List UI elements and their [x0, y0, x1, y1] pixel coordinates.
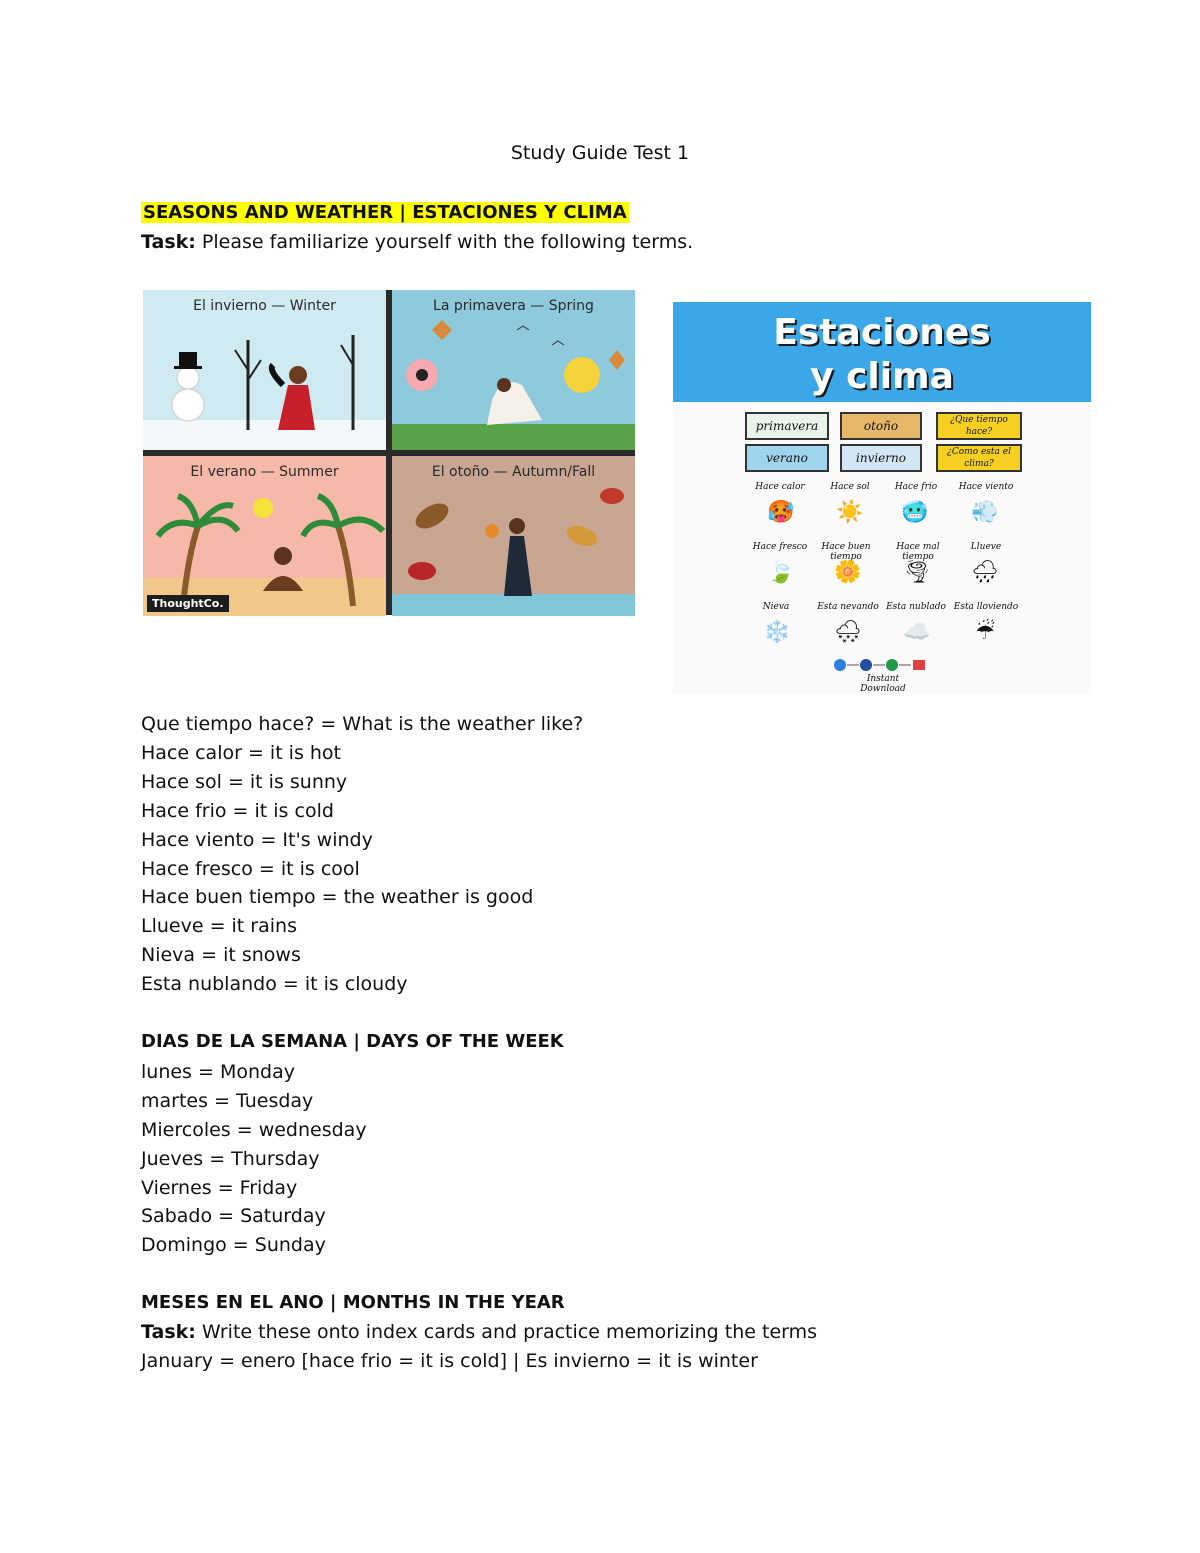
thoughtco-logo: ThoughtCo. [147, 595, 229, 612]
sun-icon: ☀️ [836, 500, 864, 525]
term-line: Hace calor = it is hot [141, 742, 342, 764]
poster-footer: Instant Download [860, 674, 906, 694]
caption-hace-viento: Hace viento [958, 482, 1014, 492]
day-line: Jueves = Thursday [141, 1148, 320, 1170]
day-line: Domingo = Sunday [141, 1234, 326, 1256]
snowing-tree-icon: 🌨 [834, 620, 862, 645]
task-text: Write these onto index cards and practice memorizing the terms [195, 1321, 818, 1343]
task-line-months [141, 1320, 817, 1344]
day-line: lunes = Monday [141, 1061, 295, 1083]
winter-label: El invierno — Winter [193, 298, 336, 314]
summer-panel [143, 456, 386, 616]
chip-otono: otoño [840, 412, 922, 440]
caption-esta-nevando: Esta nevando [817, 602, 879, 612]
caption-hace-sol: Hace sol [830, 482, 870, 492]
caption-hace-mal-tiempo: Hace mal tiempo [896, 542, 940, 562]
day-line: Miercoles = wednesday [141, 1119, 367, 1141]
cool-weather-icon: 🍃 [767, 560, 795, 585]
wind-icon: 💨 [971, 500, 999, 525]
task-line-seasons [141, 230, 693, 254]
clouds-icon: ☁️ [903, 620, 931, 645]
chip-que-tiempo-hace: ¿Que tiempo hace? [936, 412, 1022, 440]
caption-hace-frio: Hace frio [894, 482, 938, 492]
download-steps-icon [833, 658, 933, 672]
cold-person-icon: 🥶 [901, 500, 929, 525]
caption-hace-buen-tiempo: Hace buen tiempo [821, 542, 871, 562]
caption-nieva: Nieva [762, 602, 790, 612]
chip-como-esta-el-clima: ¿Como esta el clima? [936, 444, 1022, 472]
seasons-illustration [143, 290, 635, 615]
term-line: Hace buen tiempo = the weather is good [141, 886, 534, 908]
winter-panel [143, 290, 386, 450]
caption-esta-lloviendo: Esta lloviendo [953, 602, 1019, 612]
page-title: Study Guide Test 1 [510, 142, 690, 164]
month-line: January = enero [hace frio = it is cold] | Es invierno = it is winter [141, 1350, 758, 1372]
day-line: martes = Tuesday [141, 1090, 314, 1112]
chip-primavera: primavera [745, 412, 829, 440]
snowflakes-icon: ❄️ [763, 620, 791, 645]
term-line: Hace sol = it is sunny [141, 771, 348, 793]
section-heading-seasons [141, 200, 629, 225]
highlighted-heading: SEASONS AND WEATHER | ESTACIONES Y CLIMA [143, 202, 627, 223]
term-line: Hace frio = it is cold [141, 800, 334, 822]
spring-label: La primavera — Spring [433, 298, 594, 314]
section-heading-months: MESES EN EL ANO | MONTHS IN THE YEAR [141, 1292, 565, 1313]
estaciones-y-clima-poster [673, 302, 1091, 694]
day-line: Viernes = Friday [141, 1177, 298, 1199]
section-heading-days: DIAS DE LA SEMANA | DAYS OF THE WEEK [141, 1031, 564, 1052]
term-line: Hace fresco = it is cool [141, 858, 360, 880]
chip-invierno: invierno [840, 444, 922, 472]
caption-llueve: Llueve [970, 542, 1002, 552]
bad-weather-icon: 🌪 [903, 560, 931, 585]
caption-esta-nublado: Esta nublado [886, 602, 946, 612]
term-line: Que tiempo hace? = What is the weather like? [141, 713, 584, 735]
caption-hace-fresco: Hace fresco [752, 542, 808, 552]
spring-panel [392, 290, 635, 450]
raining-person-icon: ☔ [975, 620, 995, 645]
autumn-label: El otoño — Autumn/Fall [431, 464, 596, 480]
term-line: Esta nublando = it is cloudy [141, 973, 408, 995]
poster-header [673, 302, 1091, 402]
task-text: Please familiarize yourself with the following terms. [195, 231, 694, 253]
flowers-icon: 🌼 [834, 560, 862, 585]
poster-title-line1: Estaciones [773, 312, 991, 353]
chip-verano: verano [745, 444, 829, 472]
rain-cloud-icon: 🌧 [971, 560, 999, 585]
term-line: Llueve = it rains [141, 915, 297, 937]
task-label: Task: [141, 1321, 196, 1343]
summer-label: El verano — Summer [190, 464, 339, 480]
caption-hace-calor: Hace calor [755, 482, 805, 492]
poster-title-line2: y clima [810, 356, 954, 397]
task-label: Task: [141, 231, 196, 253]
autumn-panel [392, 456, 635, 616]
term-line: Hace viento = It's windy [141, 829, 373, 851]
hot-weather-icon: 🥵 [767, 500, 795, 525]
day-line: Sabado = Saturday [141, 1205, 326, 1227]
term-line: Nieva = it snows [141, 944, 301, 966]
